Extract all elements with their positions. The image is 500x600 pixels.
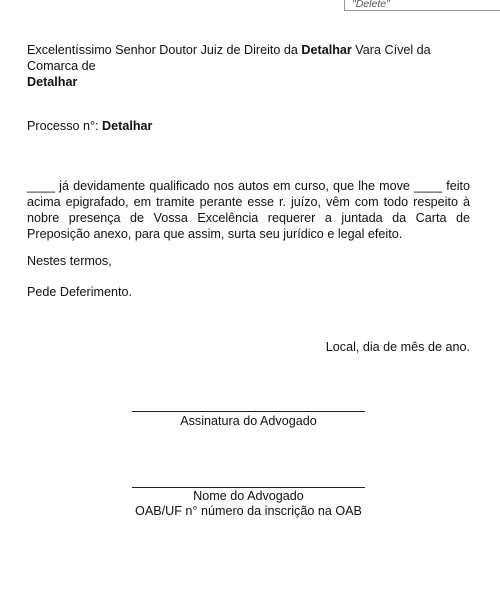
- addressee-paragraph: [27, 42, 470, 90]
- body-paragraph: ____ já devidamente qualificado nos autos em curso, que lhe move ____ feito acima epigrafado, em tramite perante esse r. juízo, vêm com todo respeito à nobre presença de Vossa Excelência requerer a juntada da Carta de Preposição anexo, para que assim, surta seu jurídico e legal efeito.: [27, 179, 470, 241]
- processo-value: Detalhar: [102, 119, 153, 133]
- court-placeholder: Detalhar: [301, 43, 352, 57]
- oab-caption: OAB/UF n° número da inscrição na OAB: [135, 504, 362, 518]
- addressee-prefix: Excelentíssimo Senhor Doutor Juiz de Direito da: [27, 43, 302, 57]
- lawyer-name-caption: Nome do Advogado: [193, 489, 304, 503]
- signature-caption: Assinatura do Advogado: [180, 414, 317, 428]
- closing-line-2: Pede Deferimento.: [27, 285, 133, 299]
- closing-line-1: Nestes termos,: [27, 254, 112, 268]
- addressee-middle: Vara Cível da Comarca de: [27, 43, 431, 73]
- local-date: Local, dia de mês de ano.: [325, 340, 470, 354]
- processo-line: [27, 118, 470, 134]
- signature-line: [132, 411, 365, 412]
- comarca-placeholder: Detalhar: [27, 75, 78, 89]
- delete-tag: "Delete": [344, 0, 500, 11]
- processo-label: Processo n°:: [27, 119, 103, 133]
